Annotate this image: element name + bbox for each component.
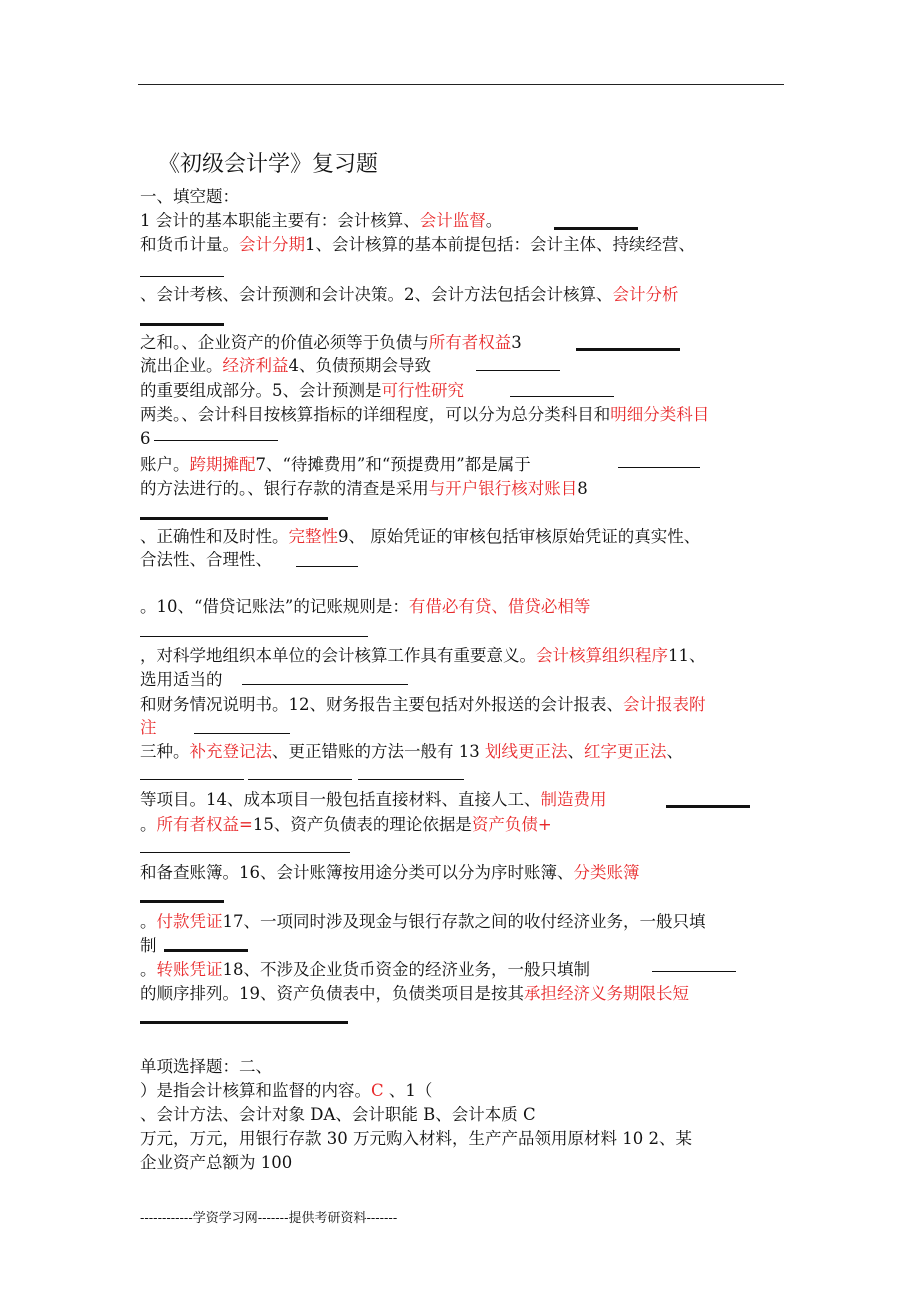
section-fill-blank-heading: 一、填空题：: [140, 187, 239, 206]
question-text: 和货币计量。: [140, 235, 239, 254]
question-text: 、正确性和及时性。: [140, 527, 289, 546]
text-line: [140, 669, 223, 691]
text-line: [140, 428, 151, 450]
question-text: 的顺序排列。19、资产负债表中，负债类项目是按其: [140, 984, 524, 1003]
question-text: 11、: [668, 646, 706, 665]
page-title: 《初级会计学》复习题: [158, 152, 379, 177]
text-line: [140, 404, 709, 426]
answer-text: 承担经济义务期限长短: [524, 984, 689, 1003]
question-text: 之和。、企业资产的价值必须等于负债与: [140, 333, 429, 352]
question-text: 企业资产总额为 100: [140, 1153, 293, 1172]
question-text: 3: [511, 333, 522, 352]
question-text: 、1（: [383, 1081, 433, 1100]
answer-text: 注: [140, 718, 157, 737]
text-line: [140, 454, 531, 476]
text-line: [140, 210, 502, 232]
answer-text: 转账凭证: [156, 960, 223, 979]
question-text: 18、不涉及企业货币资金的经济业务，一般只填制: [222, 960, 590, 979]
answer-text: 所有者权益=: [156, 815, 253, 834]
text-line: [140, 478, 588, 500]
answer-blank: [358, 779, 464, 780]
text-line: [140, 741, 683, 763]
question-text: 两类。、会计科目按核算指标的详细程度，可以分为总分类科目和: [140, 405, 611, 424]
answer-blank: [666, 805, 750, 808]
answer-blank: [140, 779, 244, 780]
text-line: [140, 694, 706, 716]
question-text: 。: [140, 960, 157, 979]
answer-text: 有借必有贷、借贷必相等: [408, 597, 591, 616]
answer-blank: [554, 227, 638, 230]
answer-blank: [576, 348, 680, 351]
question-text: 、更正错账的方法一般有 13: [272, 742, 485, 761]
question-text: 7、“待摊费用”和“预提费用”都是属于: [255, 455, 531, 474]
question-text: 和备查账簿。16、会计账簿按用途分类可以分为序时账簿、: [140, 863, 574, 882]
question-text: 。: [140, 815, 157, 834]
text-line: [140, 862, 640, 884]
question-text: ，对科学地组织本单位的会计核算工作具有重要意义。: [140, 646, 536, 665]
text-line: [140, 789, 607, 811]
answer-text: 与开户银行核对账目: [428, 479, 578, 498]
question-text: 17、一项同时涉及现金与银行存款之间的收付经济业务，一般只填: [222, 912, 706, 931]
answer-blank: [140, 276, 224, 277]
question-text: 8: [577, 479, 588, 498]
answer-blank: [140, 517, 328, 520]
answer-blank: [296, 566, 358, 567]
question-text: 流出企业。: [140, 356, 223, 375]
section-choice-heading: 单项选择题：二、: [140, 1057, 272, 1076]
answer-text: 划线更正法: [485, 742, 568, 761]
answer-text: 会计分析: [612, 285, 679, 304]
question-text: 合法性、合理性、: [140, 550, 272, 569]
question-text: 选用适当的: [140, 670, 223, 689]
text-line: [140, 234, 695, 256]
question-text: 1、会计核算的基本前提包括：会计主体、持续经营、: [305, 235, 695, 254]
choice-line: [140, 1152, 292, 1174]
text-line: [140, 983, 689, 1005]
question-text: ）是指会计核算和监督的内容。: [140, 1081, 371, 1100]
question-text: 的方法进行的。、银行存款的清查是采用: [140, 479, 429, 498]
answer-text: 明细分类科目: [610, 405, 710, 424]
question-text: 账户。: [140, 455, 190, 474]
footer-text: ------------学资学习网-------提供考研资料-------: [140, 1211, 398, 1226]
text-line: [140, 717, 157, 739]
answer-text: 会计监督: [419, 211, 486, 230]
answer-blank: [140, 852, 350, 853]
question-text: 9、 原始凭证的审核包括审核原始凭证的真实性、: [338, 527, 701, 546]
answer-blank: [154, 440, 278, 441]
answer-text: 可行性研究: [381, 381, 464, 400]
answer-text: 分类账簿: [573, 863, 640, 882]
text-line: [140, 355, 431, 377]
question-text: 。10、“借贷记账法”的记账规则是：: [140, 597, 409, 616]
question-text: 。: [485, 211, 503, 230]
answer-text: 会计核算组织程序: [536, 646, 668, 665]
choice-line: [140, 1128, 692, 1150]
answer-blank: [248, 779, 352, 780]
question-text: 1 会计的基本职能主要有：会计核算、: [140, 211, 420, 230]
question-text: 万元，万元，用银行存款 30 万元购入材料，生产产品领用原材料 10 2、某: [140, 1129, 692, 1148]
text-line: [140, 959, 590, 981]
question-text: 4、负债预期会导致: [288, 356, 431, 375]
choice-line: [140, 1080, 432, 1102]
text-line: [140, 596, 590, 618]
answer-blank: [476, 370, 560, 371]
answer-text: 资产负债+: [471, 815, 552, 834]
top-rule: [138, 84, 784, 85]
choice-line: [140, 1104, 536, 1126]
text-line: [140, 814, 552, 836]
answer-blank: [140, 1021, 348, 1024]
answer-blank: [194, 733, 290, 734]
answer-blank: [510, 396, 614, 397]
question-text: 。: [140, 912, 157, 931]
answer-blank: [140, 636, 368, 637]
text-line: [140, 284, 679, 306]
answer-text: 跨期摊配: [189, 455, 256, 474]
question-text: 、: [567, 742, 584, 761]
answer-text: 所有者权益: [428, 333, 512, 352]
question-text: 等项目。14、成本项目一般包括直接材料、直接人工、: [140, 790, 541, 809]
question-text: 、会计方法、会计对象 DA、会计职能 B、会计本质 C: [140, 1105, 536, 1124]
answer-blank: [652, 971, 736, 972]
answer-text: 补充登记法: [189, 742, 272, 761]
question-text: 、: [666, 742, 683, 761]
answer-text: 经济利益: [222, 356, 289, 375]
answer-blank: [140, 900, 224, 903]
question-text: 6: [140, 429, 151, 448]
text-line: [140, 526, 700, 548]
question-text: 和财务情况说明书。12、财务报告主要包括对外报送的会计报表、: [140, 695, 623, 714]
answer-blank: [164, 949, 248, 952]
question-text: 、会计考核、会计预测和会计决策。2、会计方法包括会计核算、: [140, 285, 613, 304]
text-line: [140, 645, 706, 667]
text-line: [140, 332, 522, 354]
answer-text: C: [371, 1081, 384, 1100]
question-text: 的重要组成部分。5、会计预测是: [140, 381, 382, 400]
text-line: [140, 911, 706, 933]
answer-blank: [618, 467, 700, 468]
text-line: [140, 935, 157, 957]
answer-text: 红字更正法: [584, 742, 667, 761]
question-text: 制: [140, 936, 157, 955]
question-text: 三种。: [140, 742, 190, 761]
answer-text: 会计分期: [239, 235, 305, 254]
answer-blank: [140, 323, 224, 326]
text-line: [140, 549, 272, 571]
question-text: 15、资产负债表的理论依据是: [252, 815, 472, 834]
text-line: [140, 380, 464, 402]
answer-text: 完整性: [288, 527, 338, 546]
answer-text: 付款凭证: [156, 912, 223, 931]
answer-text: 会计报表附: [623, 695, 706, 714]
answer-blank: [242, 684, 408, 685]
answer-text: 制造费用: [540, 790, 607, 809]
